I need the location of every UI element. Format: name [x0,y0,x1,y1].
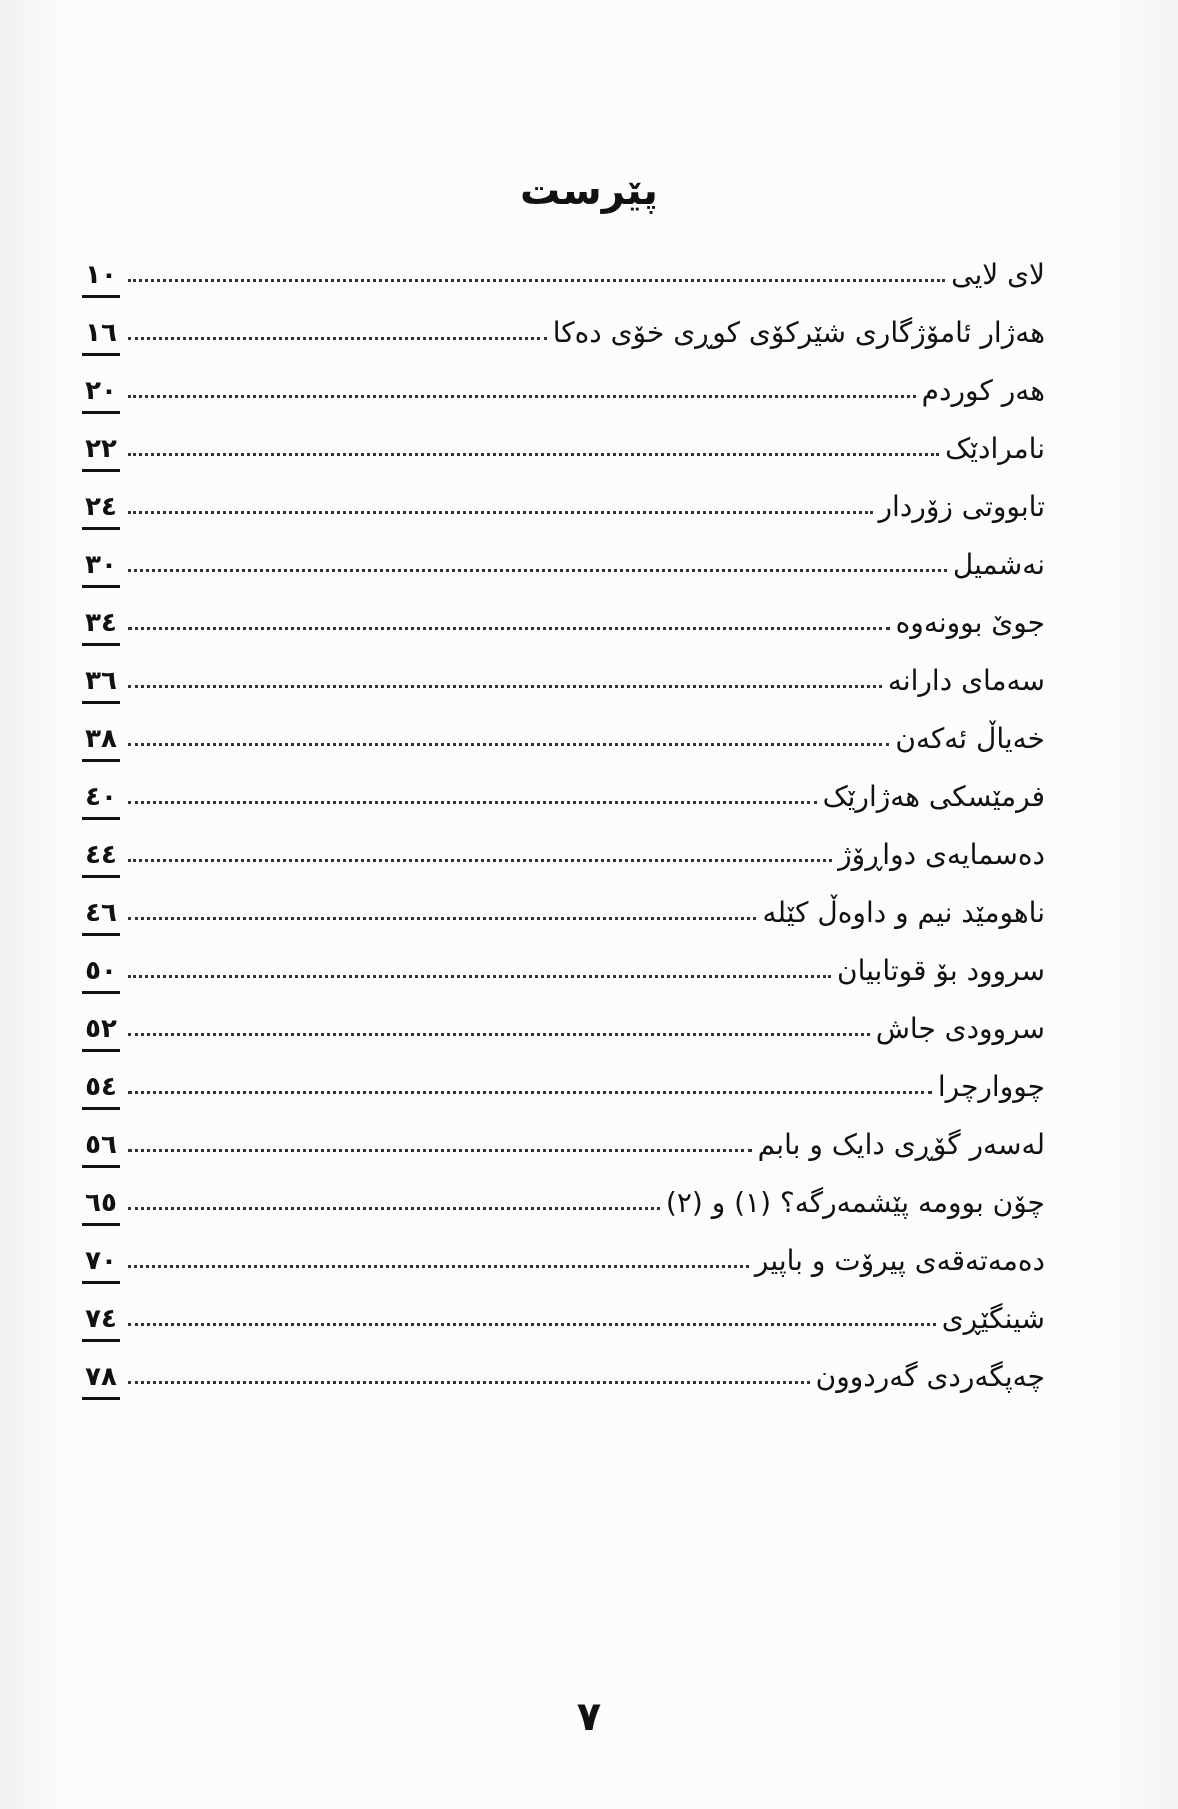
toc-entry [80,300,1045,358]
toc-title: چۆن بوومە پێشمەرگە؟ (١) و (٢) [665,1186,1045,1219]
toc-page-number: ٣٤ [80,608,122,648]
toc-page-number: ٤٦ [80,898,122,938]
toc-entry [80,1170,1045,1228]
toc-page-number: ٤٠ [80,782,122,822]
dot-leader [128,279,945,282]
toc-title: سروودی جاش [875,1012,1045,1045]
toc-page-number: ٣٠ [80,550,122,590]
toc-title: هەر کوردم [921,374,1045,407]
toc-entry [80,358,1045,416]
dot-leader [128,569,947,572]
toc-title: شینگێڕی [941,1302,1045,1335]
dot-leader [128,975,831,978]
dot-leader [128,511,873,514]
dot-leader [128,917,756,920]
toc-page-number: ٢٢ [80,434,122,474]
toc-page-number: ٥٤ [80,1072,122,1112]
dot-leader [128,801,817,804]
toc-entry [80,938,1045,996]
dot-leader [128,1381,810,1384]
toc-entry [80,474,1045,532]
toc-page-number: ٧٨ [80,1362,122,1402]
page-number: ٧ [576,1694,602,1740]
toc-title: دەسمایەی دواڕۆژ [838,838,1045,871]
toc-entry [80,648,1045,706]
dot-leader [128,453,939,456]
toc-entry [80,996,1045,1054]
toc-page-number: ٣٨ [80,724,122,764]
toc-entry [80,1112,1045,1170]
toc-entry [80,1054,1045,1112]
toc-title: خەیاڵ ئەکەن [895,722,1045,755]
toc-page-number: ١٦ [80,318,122,358]
toc-entry [80,416,1045,474]
toc-page-number: ٧٤ [80,1304,122,1344]
toc-title: فرمێسکی هەژارێک [822,780,1045,813]
toc-page-number: ٢٤ [80,492,122,532]
toc-page-number: ٧٠ [80,1246,122,1286]
toc-entry [80,706,1045,764]
toc-title: لای لایی [951,258,1045,291]
toc-title: چەپگەردی گەردوون [815,1360,1045,1393]
table-of-contents [80,242,1045,1402]
toc-entry [80,764,1045,822]
toc-page-number: ٥٦ [80,1130,122,1170]
toc-title: هەژار ئامۆژگاری شێرکۆی کوڕی خۆی دەکا [552,316,1045,349]
toc-entry [80,1286,1045,1344]
toc-entry [80,1344,1045,1402]
toc-entry [80,1228,1045,1286]
toc-page-number: ٦٥ [80,1188,122,1228]
toc-entry [80,880,1045,938]
dot-leader [128,1033,870,1036]
toc-title: لەسەر گۆڕی دایک و بابم [757,1128,1045,1161]
dot-leader [128,743,889,746]
toc-entry [80,822,1045,880]
dot-leader [128,1091,932,1094]
toc-title: چووارچرا [937,1070,1045,1103]
toc-title: سەمای دارانە [887,664,1045,697]
toc-page-number: ٢٠ [80,376,122,416]
toc-title: نامرادێک [945,432,1045,465]
toc-title: نەشمیل [952,548,1045,581]
dot-leader [128,627,890,630]
dot-leader [128,337,547,340]
toc-title: تابووتی زۆردار [878,490,1045,523]
toc-page-number: ٣٦ [80,666,122,706]
dot-leader [128,1149,752,1152]
toc-page-number: ٤٤ [80,840,122,880]
toc-page-number: ١٠ [80,260,122,300]
dot-leader [128,859,832,862]
toc-title: دەمەتەقەی پیرۆت و باپیر [754,1244,1045,1277]
dot-leader [128,395,916,398]
toc-title: سروود بۆ قوتابیان [837,954,1045,987]
dot-leader [128,1207,660,1210]
dot-leader [128,1265,749,1268]
toc-title: ناهومێد نیم و داوەڵ کێلە [762,896,1045,929]
toc-page-number: ٥٠ [80,956,122,996]
toc-title: جوێ بوونەوە [895,606,1045,639]
toc-entry [80,242,1045,300]
dot-leader [128,1323,936,1326]
toc-page-number: ٥٢ [80,1014,122,1054]
dot-leader [128,685,882,688]
page-title: پێرست [520,168,658,214]
toc-entry [80,590,1045,648]
toc-entry [80,532,1045,590]
